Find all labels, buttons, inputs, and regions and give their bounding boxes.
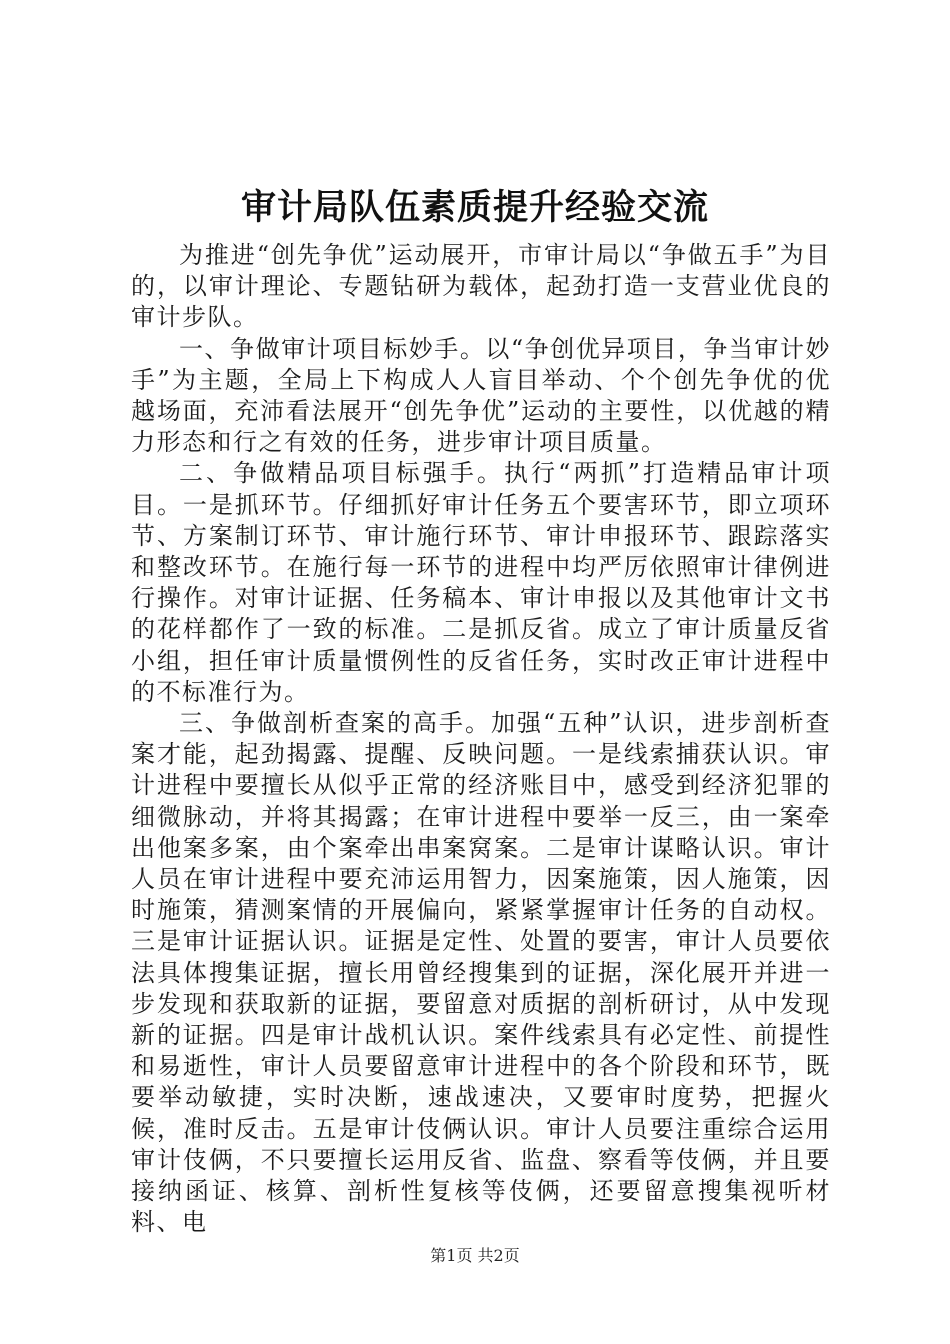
paragraph-section-1: 一、争做审计项目标妙手。以“争创优异项目，争当审计妙手”为主题，全局上下构成人人盲目举动、个个创先争优的优越场面，充沛看法展开“创先争优”运动的主要性，以优越的精力形态和行之有效的任务，进步审计项目质量。 [131, 334, 831, 457]
paragraph-section-2: 二、争做精品项目标强手。执行“两抓”打造精品审计项目。一是抓环节。仔细抓好审计任务五个要害环节，即立项环节、方案制订环节、审计施行环节、审计申报环节、跟踪落实和整改环节。在施行每一环节的进程中均严厉依照审计律例进行操作。对审计证据、任务稿本、审计申报以及其他审计文书的花样都作了一致的标准。二是抓反省。成立了审计质量反省小组，担任审计质量惯例性的反省任务，实时改正审计进程中的不标准行为。 [131, 459, 831, 706]
document-title: 审计局队伍素质提升经验交流 [240, 187, 709, 228]
page-number-footer: 第1页 共2页 [430, 1246, 520, 1265]
paragraph-section-3: 三、争做剖析查案的高手。加强“五种”认识，进步剖析查案才能，起劲揭露、提醒、反映问题。一是线索捕获认识。审计进程中要擅长从似乎正常的经济账目中，感受到经济犯罪的细微脉动，并将其揭露；在审计进程中要举一反三，由一案牵出他案多案，由个案牵出串案窝案。二是审计谋略认识。审计人员在审计进程中要充沛运用智力，因案施策，因人施策，因时施策，猜测案情的开展偏向，紧紧掌握审计任务的自动权。三是审计证据认识。证据是定性、处置的要害，审计人员要依法具体搜集证据，擅长用曾经搜集到的证据，深化展开并进一步发现和获取新的证据，要留意对质据的剖析研讨，从中发现新的证据。四是审计战机认识。案件线索具有必定性、前提性和易逝性，审计人员要留意审计进程中的各个阶段和环节，既要举动敏捷，实时决断，速战速决，又要审时度势，把握火候，准时反击。五是审计伎俩认识。审计人员要注重综合运用审计伎俩，不只要擅长运用反省、监盘、察看等伎俩，并且要接纳函证、核算、剖析性复核等伎俩，还要留意搜集视听材料、电 [131, 709, 831, 1237]
document-body [131, 240, 831, 1239]
paragraph-intro: 为推进“创先争优”运动展开，市审计局以“争做五手”为目的，以审计理论、专题钻研为载体，起劲打造一支营业优良的审计步队。 [131, 241, 831, 332]
